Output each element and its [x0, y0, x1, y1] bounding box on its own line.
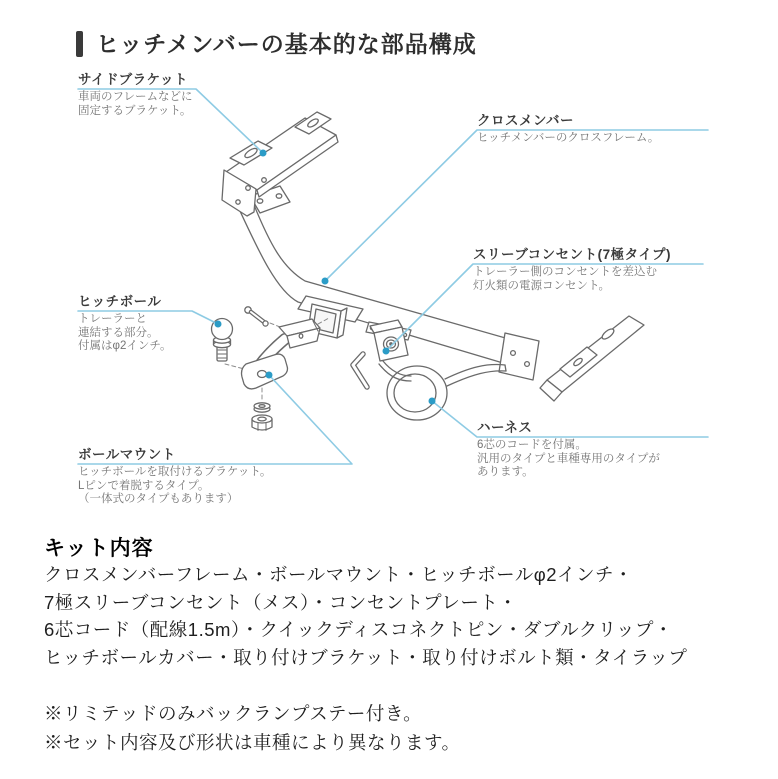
- leader-dot-cross-member: [322, 278, 329, 285]
- page-title: ヒッチメンバーの基本的な部品構成: [96, 31, 477, 57]
- label-ball-mount-title: ボールマウント: [78, 447, 176, 462]
- kit-line: 6芯コード（配線1.5m）・クイックディスコネクトピン・ダブルクリップ・: [44, 619, 674, 640]
- kit-line: クロスメンバーフレーム・ボールマウント・ヒッチボールφ2インチ・: [44, 564, 634, 585]
- label-harness-desc-line: 6芯のコードを付属。: [477, 439, 587, 451]
- label-cross-member: [477, 112, 659, 146]
- label-side-bracket: [78, 71, 193, 118]
- kit-contents: [44, 561, 687, 671]
- kit-line: ヒッチボールカバー・取り付けブラケット・取り付けボルト類・タイラップ: [44, 646, 688, 668]
- tube-end-flange-drawing: [499, 333, 539, 380]
- label-side-bracket-desc-line: 車両のフレームなどに: [78, 91, 193, 103]
- label-hitch-ball-title: ヒッチボール: [78, 294, 162, 309]
- label-ball-mount: [78, 446, 271, 507]
- label-cross-member-title: クロスメンバー: [477, 113, 575, 128]
- kit-notes: [44, 700, 461, 757]
- label-cross-member-desc-line: ヒッチメンバーのクロスフレーム。: [477, 132, 660, 144]
- kit-note: ※セット内容及び形状は車種により異なります。: [44, 731, 461, 753]
- leader-dot-harness: [429, 398, 436, 405]
- kit-heading: キット内容: [44, 537, 154, 560]
- l-pin-drawing: [353, 354, 367, 387]
- leader-dot-side-bracket: [260, 150, 267, 157]
- label-side-bracket-desc-line: 固定するブラケット。: [78, 104, 192, 117]
- label-hitch-ball-desc-line: 付属はφ2インチ。: [78, 340, 172, 352]
- label-sleeve-outlet-desc-line: 灯火類の電源コンセント。: [473, 279, 610, 292]
- leader-dot-ball-mount: [266, 372, 273, 379]
- label-harness-title: ハーネス: [477, 420, 533, 435]
- kit-note: ※リミテッドのみバックランプステー付き。: [44, 703, 423, 724]
- label-sleeve-outlet-desc-line: トレーラー側のコンセントを差込む: [473, 266, 657, 278]
- right-side-bracket-drawing: [540, 316, 644, 401]
- label-harness-desc-line: あります。: [477, 466, 534, 478]
- washer-drawing: [254, 403, 270, 412]
- quick-disconnect-pin-drawing: [245, 307, 268, 326]
- label-ball-mount-desc-line: （一体式のタイプもあります）: [78, 493, 239, 505]
- label-hitch-ball-desc-line: 連結する部分。: [78, 326, 159, 339]
- label-sleeve-outlet: [473, 246, 671, 293]
- label-harness: [477, 419, 660, 480]
- ball-mount-drawing: [242, 319, 321, 389]
- kit-line: 7極スリーブコンセント（メス）・コンセントプレート・: [44, 591, 518, 613]
- nut-drawing: [252, 415, 272, 431]
- leader-dot-sleeve-outlet: [383, 348, 390, 355]
- harness-coil-drawing: [379, 361, 506, 420]
- leader-dot-hitch-ball: [215, 321, 222, 328]
- label-sleeve-outlet-title: スリーブコンセント(7極タイプ): [473, 247, 671, 262]
- label-ball-mount-desc-line: ヒッチボールを取付けるブラケット。: [78, 466, 272, 478]
- label-ball-mount-desc-line: Lピンで着脱するタイプ。: [78, 479, 210, 492]
- label-side-bracket-title: サイドブラケット: [78, 72, 188, 87]
- label-harness-desc-line: 汎用のタイプと車種専用のタイプが: [477, 452, 660, 465]
- label-hitch-ball: [78, 293, 172, 354]
- label-hitch-ball-desc-line: トレーラーと: [78, 313, 147, 325]
